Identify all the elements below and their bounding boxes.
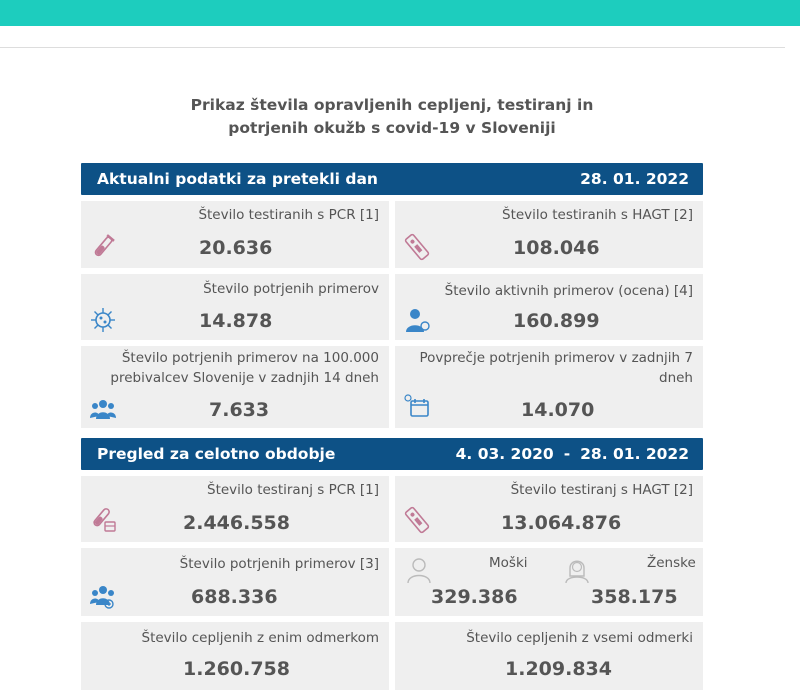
daily-per100k-value: 7.633 [209,399,270,421]
daily-avg7-label: Povprečje potrjenih primerov v zadnjih 7 dneh [419,350,693,386]
daily-header [81,163,703,195]
daily-header-label: Aktualni podatki za pretekli dan [97,170,378,188]
calendar-icon [403,392,431,420]
total-vaccall-value: 1.209.834 [505,658,612,680]
page-title: Prikaz števila opravljenih cepljenj, testiranj in potrjenih okužb s covid-19 v Sloveniji [190,96,594,137]
divider [0,47,785,48]
covid-stats-panel [76,84,708,695]
male-icon [405,556,433,584]
test-tube-icon [89,233,117,261]
total-confirmed-value: 688.336 [191,586,278,608]
total-confirmed-label: Število potrjenih primerov [3] [179,556,379,572]
female-icon [563,556,591,584]
daily-confirmed-value: 14.878 [199,310,273,332]
total-vaccall-card [395,622,703,690]
daily-confirmed-label: Število potrjenih primerov [203,281,379,297]
total-gender-card [395,548,703,616]
total-hagt-card [395,476,703,542]
daily-per100k-label: Število potrjenih primerov na 100.000 prebivalcev Slovenije v zadnjih 14 dneh [110,350,379,386]
group-icon [89,394,117,422]
test-tube-icon [89,506,117,534]
group-icon [89,582,117,610]
daily-header-date: 28. 01. 2022 [580,170,689,188]
rapid-test-icon [403,506,431,534]
daily-active-card [395,274,703,340]
daily-active-value: 160.899 [513,310,600,332]
total-confirmed-card [81,548,389,616]
total-pcr-value: 2.446.558 [183,512,290,534]
total-vacc1-card [81,622,389,690]
top-bar [0,0,800,26]
person-icon [403,306,431,334]
male-label: Moški [489,555,528,571]
total-pcr-label: Število testiranj s PCR [1] [207,482,379,498]
female-value: 358.175 [591,586,678,608]
total-header-dates: 4. 03. 2020 - 28. 01. 2022 [455,445,689,463]
male-value: 329.386 [431,586,518,608]
daily-active-label: Število aktivnih primerov (ocena) [4] [444,283,693,299]
daily-avg7-card [395,346,703,428]
daily-per100k-card [81,346,389,428]
daily-hagt-label: Število testiranih s HAGT [2] [502,207,693,223]
daily-hagt-value: 108.046 [513,237,600,259]
total-header-label: Pregled za celotno obdobje [97,445,336,463]
daily-pcr-label: Število testiranih s PCR [1] [198,207,379,223]
daily-hagt-card [395,201,703,268]
total-pcr-card [81,476,389,542]
total-hagt-label: Število testiranj s HAGT [2] [510,482,693,498]
total-header [81,438,703,470]
total-vacc1-label: Število cepljenih z enim odmerkom [141,630,379,646]
total-hagt-value: 13.064.876 [501,512,622,534]
daily-avg7-value: 14.070 [521,399,595,421]
total-vacc1-value: 1.260.758 [183,658,290,680]
daily-pcr-value: 20.636 [199,237,273,259]
daily-pcr-card [81,201,389,268]
rapid-test-icon [403,233,431,261]
daily-confirmed-card [81,274,389,340]
female-label: Ženske [647,555,696,571]
total-vaccall-label: Število cepljenih z vsemi odmerki [466,630,693,646]
virus-icon [89,306,117,334]
